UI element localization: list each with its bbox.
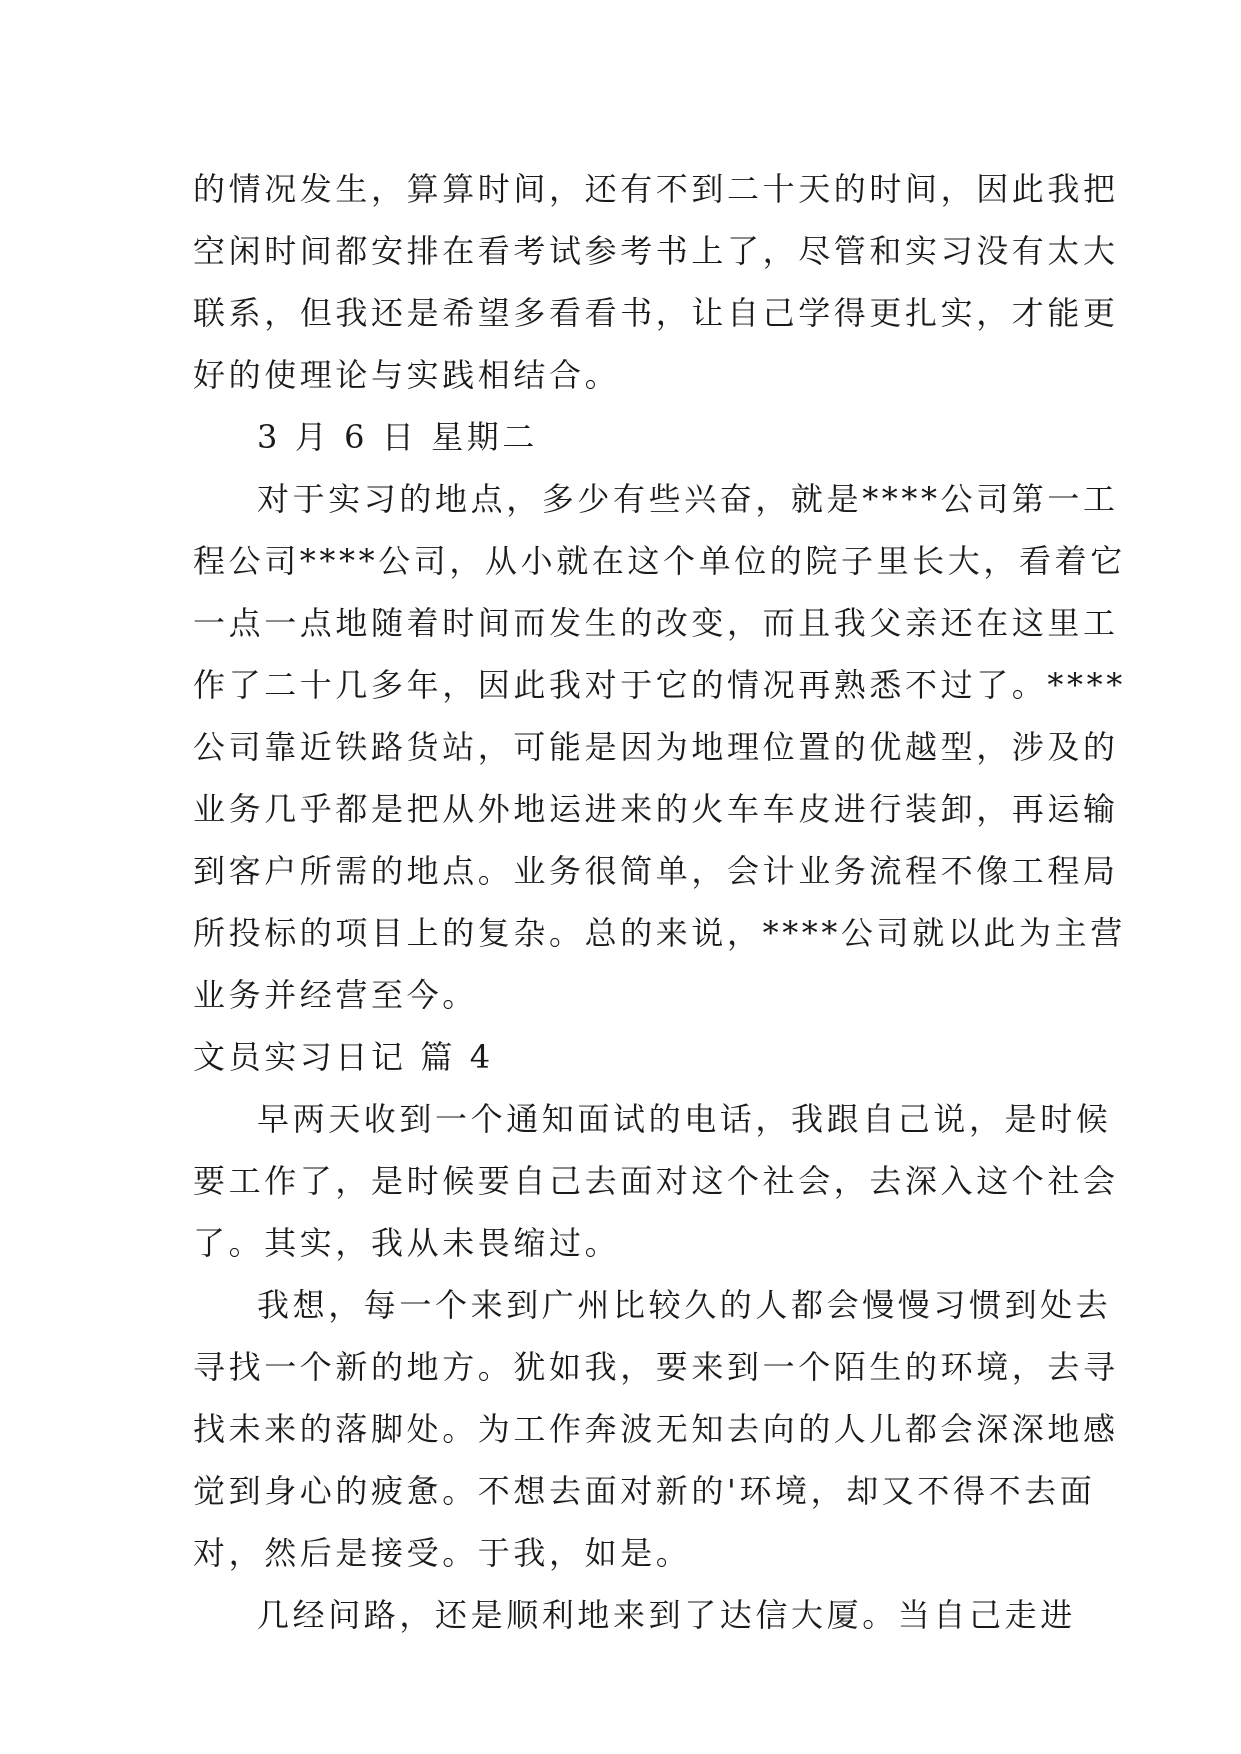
paragraph-line: 一点一点地随着时间而发生的改变，而且我父亲还在这里工 bbox=[193, 604, 1119, 642]
paragraph-line: 到客户所需的地点。业务很简单，会计业务流程不像工程局 bbox=[193, 852, 1119, 890]
paragraph-line: 程公司****公司，从小就在这个单位的院子里长大，看着它 bbox=[193, 542, 1126, 580]
paragraph-line: 几经问路，还是顺利地来到了达信大厦。当自己走进 bbox=[257, 1596, 1076, 1634]
paragraph-line: 了。其实，我从未畏缩过。 bbox=[193, 1224, 621, 1262]
paragraph-line: 找未来的落脚处。为工作奔波无知去向的人儿都会深深地感 bbox=[193, 1410, 1119, 1448]
paragraph-line: 觉到身心的疲惫。不想去面对新的'环境，却又不得不去面 bbox=[193, 1472, 1096, 1510]
paragraph-line: 对，然后是接受。于我，如是。 bbox=[193, 1534, 692, 1572]
paragraph-line: 业务并经营至今。 bbox=[193, 976, 478, 1014]
paragraph-line: 作了二十几多年，因此我对于它的情况再熟悉不过了。**** bbox=[193, 666, 1126, 704]
paragraph-line: 好的使理论与实践相结合。 bbox=[193, 356, 621, 394]
paragraph-line: 要工作了，是时候要自己去面对这个社会，去深入这个社会 bbox=[193, 1162, 1119, 1200]
paragraph-line: 对于实习的地点，多少有些兴奋，就是****公司第一工 bbox=[257, 480, 1119, 518]
paragraph-line: 的情况发生，算算时间，还有不到二十天的时间，因此我把 bbox=[193, 170, 1119, 208]
diary-date-heading: 3 月 6 日 星期二 bbox=[257, 418, 539, 456]
document-body bbox=[193, 158, 1126, 1646]
paragraph-line: 公司靠近铁路货站，可能是因为地理位置的优越型，涉及的 bbox=[193, 728, 1119, 766]
section-heading: 文员实习日记 篇 4 bbox=[193, 1038, 494, 1076]
paragraph-line: 空闲时间都安排在看考试参考书上了，尽管和实习没有太大 bbox=[193, 232, 1119, 270]
paragraph-line: 联系，但我还是希望多看看书，让自己学得更扎实，才能更 bbox=[193, 294, 1119, 332]
paragraph-line: 早两天收到一个通知面试的电话，我跟自己说，是时候 bbox=[257, 1100, 1112, 1138]
paragraph-line: 寻找一个新的地方。犹如我，要来到一个陌生的环境，去寻 bbox=[193, 1348, 1119, 1386]
paragraph-line: 所投标的项目上的复杂。总的来说，****公司就以此为主营 bbox=[193, 914, 1126, 952]
paragraph-line: 业务几乎都是把从外地运进来的火车车皮进行装卸，再运输 bbox=[193, 790, 1119, 828]
paragraph-line: 我想，每一个来到广州比较久的人都会慢慢习惯到处去 bbox=[257, 1286, 1112, 1324]
